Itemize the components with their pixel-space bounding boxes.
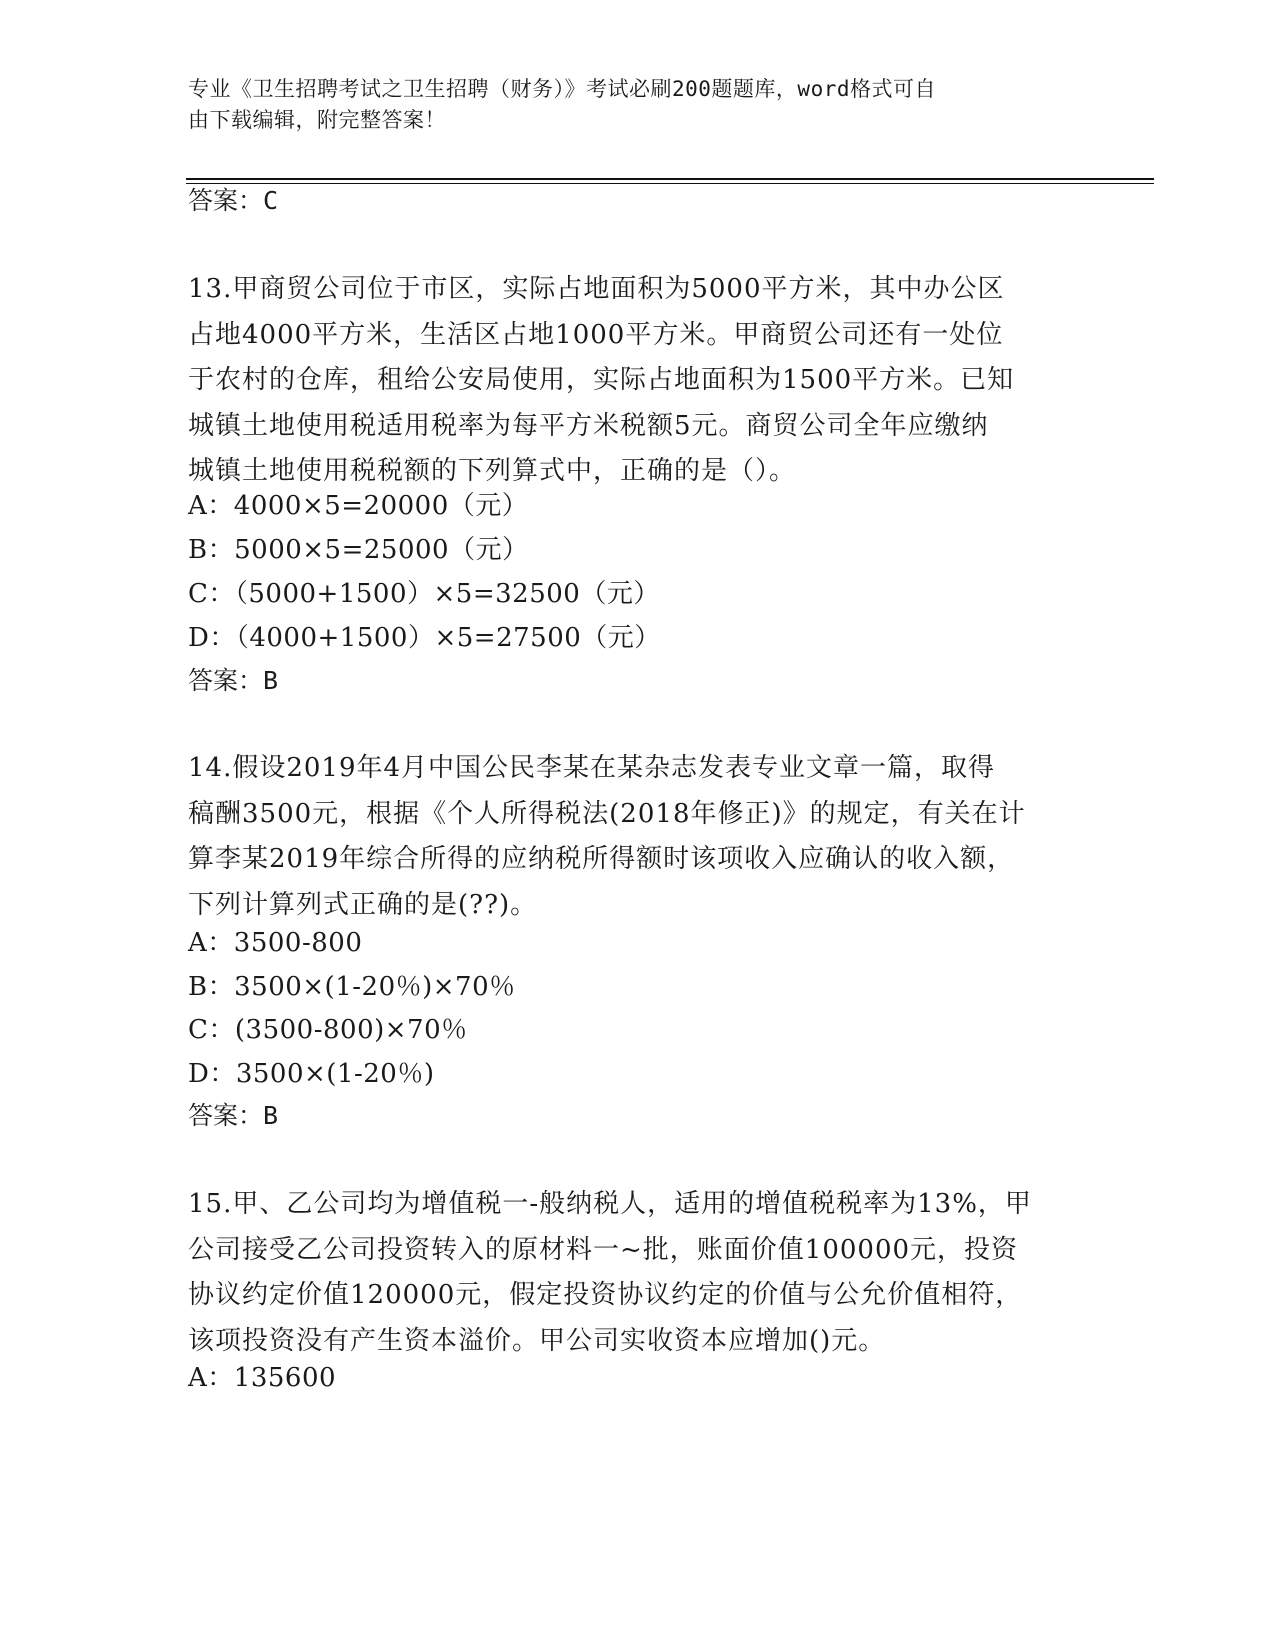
header-line-2: 由下载编辑，附完整答案！ <box>188 108 446 132</box>
header-line-1: 专业《卫生招聘考试之卫生招聘（财务）》考试必刷200题题库，word格式可自 <box>188 77 936 101</box>
question-13-option-c: C：（5000+1500）×5=32500（元） <box>188 579 660 609</box>
document-header <box>188 74 1068 136</box>
question-14-option-b: B：3500×(1-20％)×70％ <box>188 972 516 1002</box>
question-13-line-1: 13.甲商贸公司位于市区，实际占地面积为5000平方米，其中办公区 <box>188 274 1005 304</box>
header-divider-thick <box>186 178 1154 180</box>
question-14-stem <box>188 746 1088 928</box>
question-13-line-2: 占地4000平方米，生活区占地1000平方米。甲商贸公司还有一处位 <box>188 319 1004 350</box>
question-14-option-c: C：(3500-800)×70％ <box>188 1015 468 1045</box>
question-13-option-a: A：4000×5=20000（元） <box>188 491 529 521</box>
question-13-line-3: 于农村的仓库，租给公安局使用，实际占地面积为1500平方米。已知 <box>188 365 1015 395</box>
question-14-line-4: 下列计算列式正确的是(??)。 <box>188 889 538 920</box>
question-13-stem <box>188 267 1088 495</box>
question-14-line-2: 稿酬3500元，根据《个人所得税法(2018年修正)》的规定，有关在计 <box>188 798 1026 829</box>
question-15-option-a: A：135600 <box>188 1363 337 1393</box>
question-13-option-b: B：5000×5=25000（元） <box>188 535 529 565</box>
question-14-option-a: A：3500-800 <box>188 928 363 958</box>
question-13-option-d: D：（4000+1500）×5=27500（元） <box>188 623 661 653</box>
question-15-stem <box>188 1182 1088 1364</box>
question-15-line-4: 该项投资没有产生资本溢价。甲公司实收资本应增加()元。 <box>188 1325 886 1356</box>
question-14-line-3: 算李某2019年综合所得的应纳税所得额时该项收入应确认的收入额， <box>188 844 1015 874</box>
question-15-line-2: 公司接受乙公司投资转入的原材料一~批，账面价值100000元，投资 <box>188 1234 1019 1265</box>
question-13-answer: 答案：B <box>188 666 279 695</box>
question-14-option-d: D：3500×(1-20％) <box>188 1059 435 1089</box>
question-14-line-1: 14.假设2019年4月中国公民李某在某杂志发表专业文章一篇，取得 <box>188 753 996 783</box>
question-15-line-3: 协议约定价值120000元，假定投资协议约定的价值与公允价值相符， <box>188 1280 1023 1310</box>
previous-answer: 答案：C <box>188 186 279 215</box>
question-13-line-5: 城镇土地使用税税额的下列算式中，正确的是（）。 <box>188 456 797 486</box>
header-divider-thin <box>186 183 1154 184</box>
question-15-line-1: 15.甲、乙公司均为增值税一-般纳税人，适用的增值税税率为13%，甲 <box>188 1189 1032 1219</box>
question-14-answer: 答案：B <box>188 1101 279 1130</box>
question-13-line-4: 城镇土地使用税适用税率为每平方米税额5元。商贸公司全年应缴纳 <box>188 410 989 441</box>
